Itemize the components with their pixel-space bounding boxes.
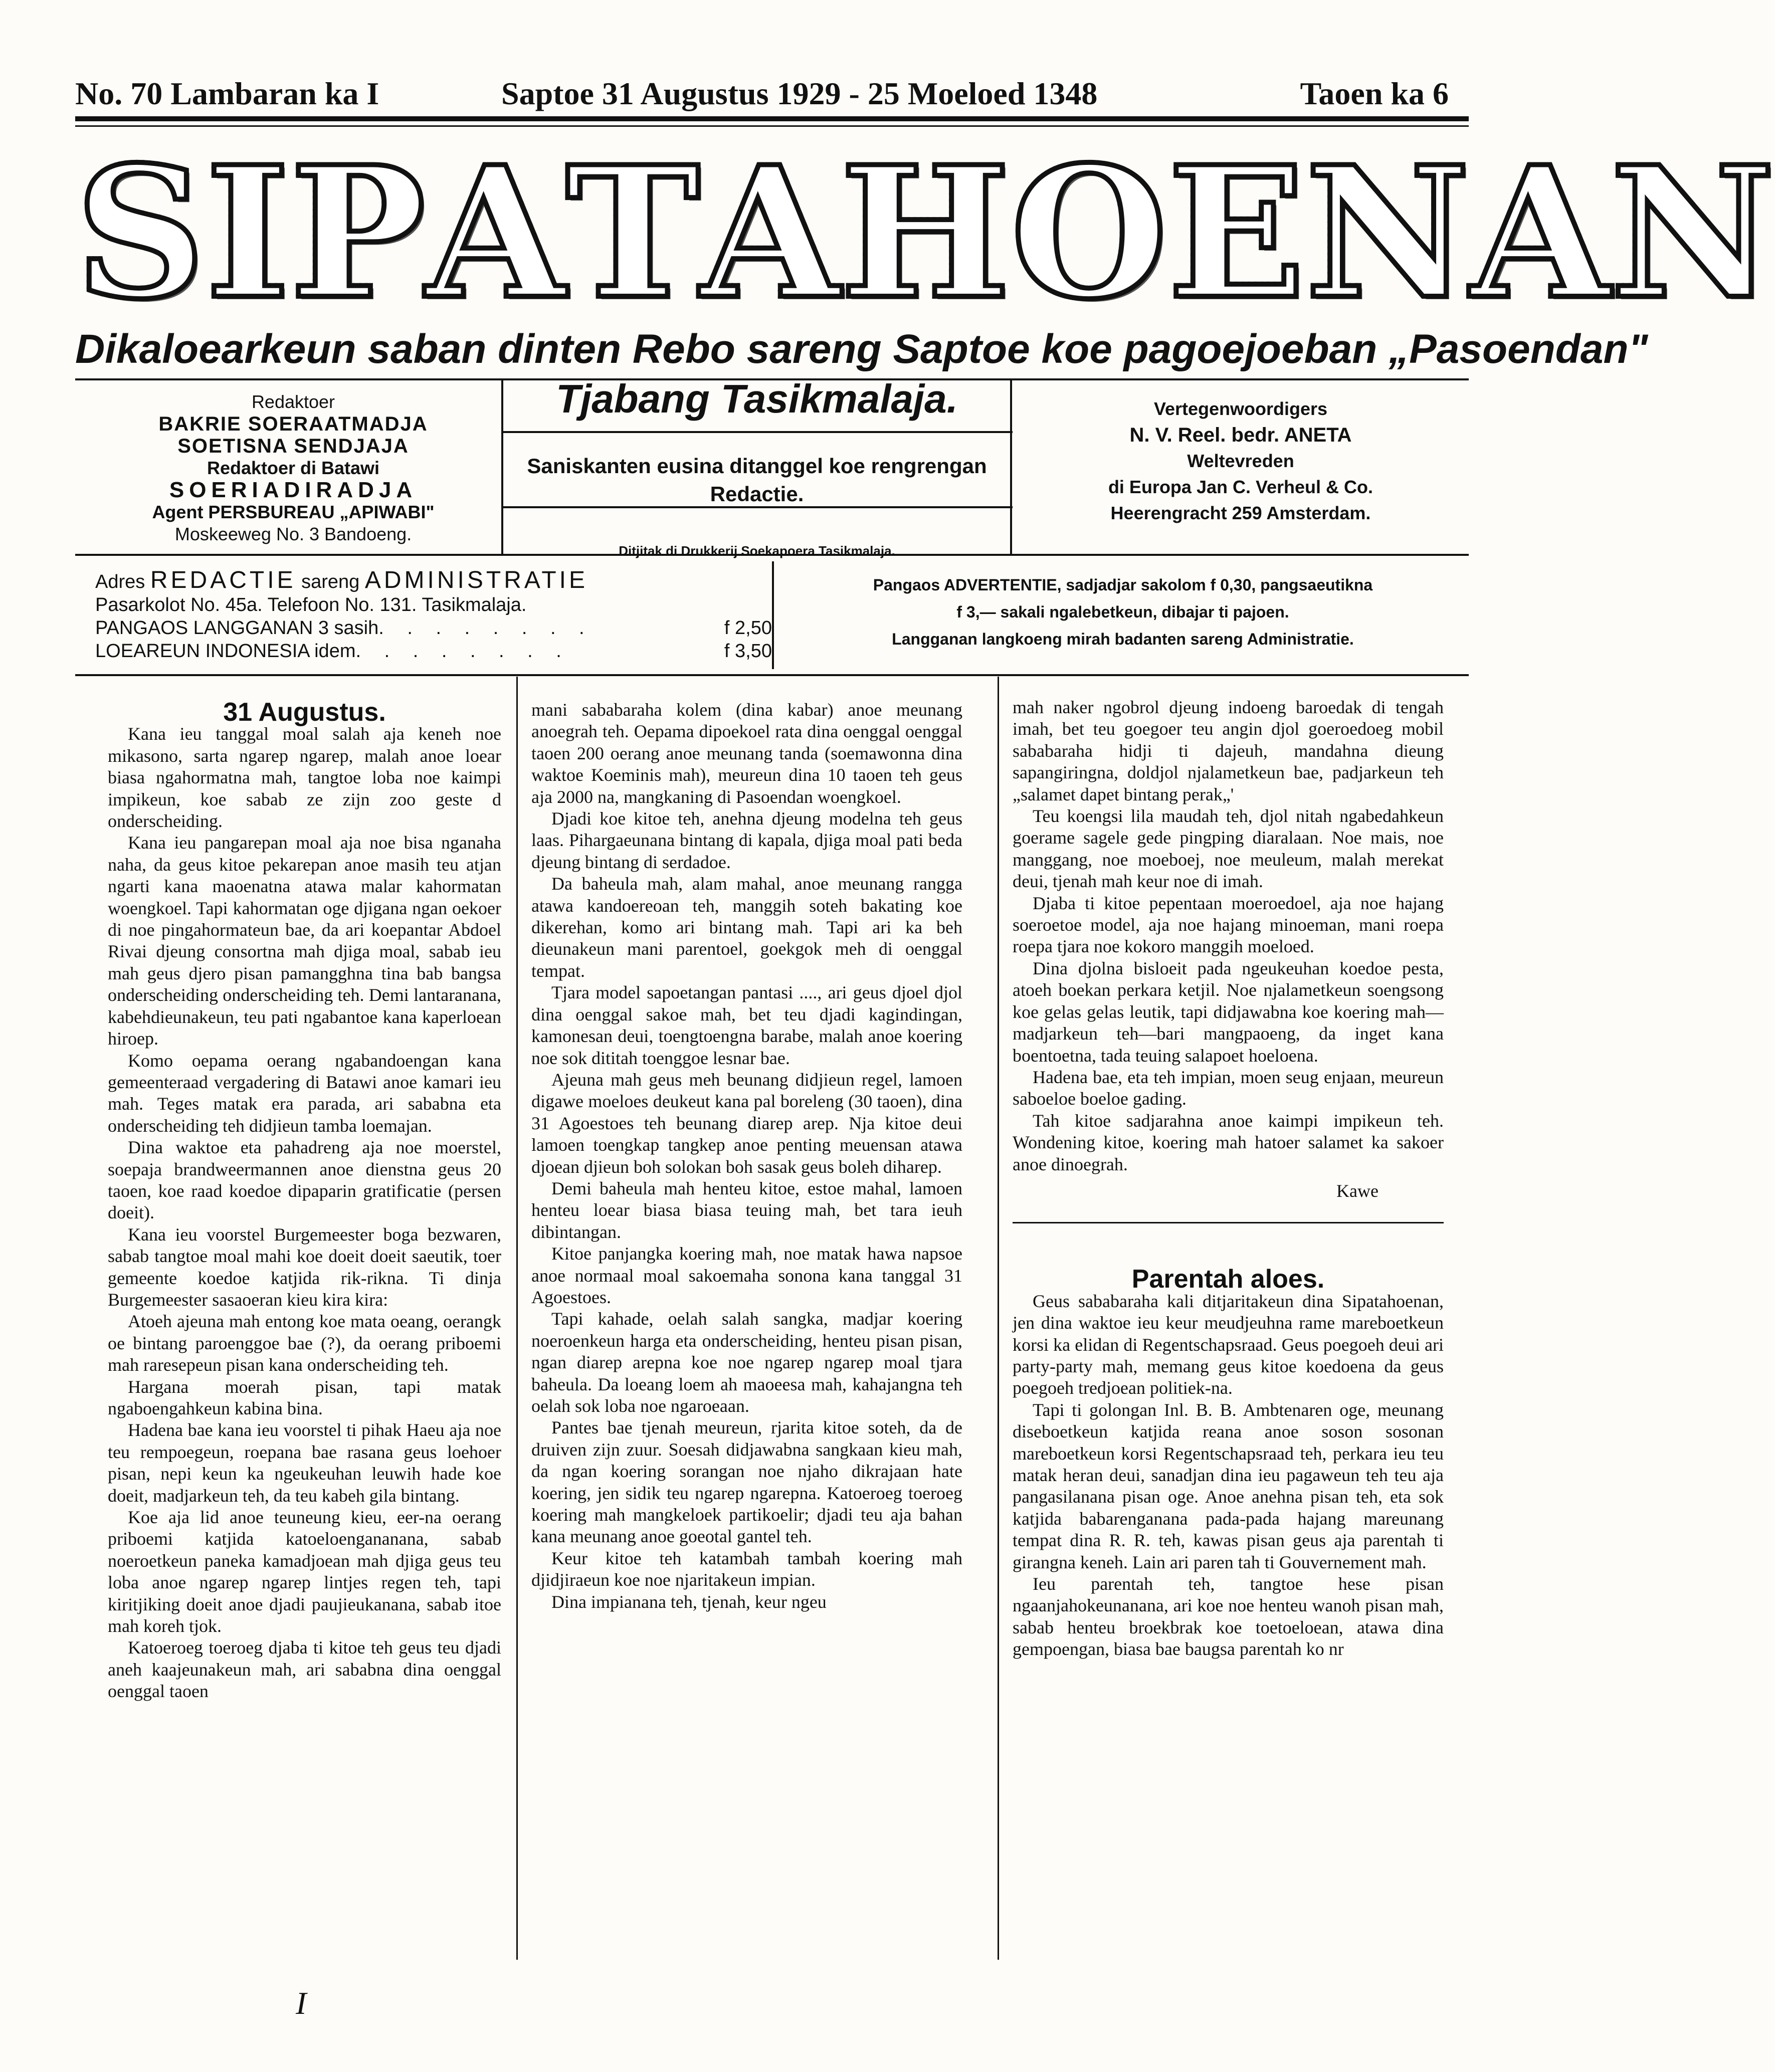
article-heading-parentah: Parentah aloes. xyxy=(1131,1265,1325,1294)
adres-administratie: ADMINISTRATIE xyxy=(364,567,588,593)
paragraph: Geus sababaraha kali ditjaritakeun dina Sipatahoenan, jen dina waktoe ieu keur meudjeuhna rame mareboetkeun korsi ka elidan di Regentschapsraad. Geus poegoeh deui ari party-party mah, memang geus kitoe koedoena da geus poegoeh tredjoean politiek-na. xyxy=(1013,1291,1444,1398)
adres-sareng: sareng xyxy=(301,571,360,592)
paragraph: Dina impianana teh, tjenah, keur ngeu xyxy=(551,1591,827,1612)
adres-divider xyxy=(772,561,774,669)
paragraph: Dina djolna bisloeit pada ngeukeuhan koedoe pesta, atoeh boekan perkara ketjil. Noe njalametkeun soengsong koe gelas gelas leutik, tapi didjawabna koe koering mah—madjarkeun teh—bari mangpaoeng, da inget kana boentoetna, tada teuing salapoet hoeloena. xyxy=(1013,958,1444,1066)
paragraph: Ieu parentah teh, tangtoe hese pisan ngaanjahokeunanana, ari koe noe henteu wanoh pisan mah, sabab henteu broekbrak koe toetoeloean, atawa dina gempoengan, biasa bae baugsa parentah ko nr xyxy=(1013,1574,1444,1660)
article-continuation-2 xyxy=(1013,697,1444,1661)
article-31-augustus xyxy=(108,698,501,1703)
redaktoer-label: Redaktoer xyxy=(251,391,335,412)
advertentie-block xyxy=(782,571,1464,653)
paragraph: Da baheula mah, alam mahal, anoe meunang rangga atawa kandoereoan teh, manggih soteh bakating koe dikerehan, komo ari bintang mah. Tapi ari ka beh dieunakeun mani parentoel, goekgok meh di oenggal tempat. xyxy=(531,874,962,981)
issue-date: Saptoe 31 Augustus 1929 - 25 Moeloed 1348 xyxy=(501,76,1098,111)
redaktoer-name-2: SOETISNA SENDJAJA xyxy=(177,435,409,457)
column-divider-1 xyxy=(516,677,518,1960)
center-box xyxy=(506,376,1008,559)
redaktoer-name-1: BAKRIE SOERAATMADJA xyxy=(158,413,428,435)
paragraph: Ajeuna mah geus meh beunang didjieun regel, lamoen digawe moeloes deukeut kana pal boreleng (30 taoen), dina 31 Agoestoes teh beunang diarep arep. Nja kitoe deui lamoen toengkap tangkep anoe penting meuensan atawa djoean djieun boh solokan boh sasak geus boleh diharep. xyxy=(531,1069,962,1177)
paragraph: Keur kitoe teh katambah tambah koering mah djidjiraeun koe noe njaritakeun impian. xyxy=(531,1548,962,1590)
advertentie-line-2: f 3,— sakali ngalebetkeun, dibajar ti pajoen. xyxy=(956,603,1289,621)
article-continuation xyxy=(531,699,962,1613)
saniskanten-line: Saniskanten eusina ditanggel koe rengrengan xyxy=(527,454,987,478)
loeareun-label: LOEAREUN INDONESIA idem xyxy=(95,641,356,662)
paragraph: Dina waktoe eta pahadreng aja noe moerstel, soepaja brandweermannen anoe dienstna geus 20 taoen, koe raad koedoe dipaparin gratificatie (persen doeit). xyxy=(108,1137,501,1223)
paragraph: Kana ieu voorstel Burgemeester boga bezwaren, sabab tangtoe moal mahi koe doeit doeit saeutik, toer gemeente koedoe katjida rik-rikna. Ti dinja Burgemeester sasaoeran kieu kira kira: xyxy=(108,1224,501,1310)
adres-block xyxy=(95,569,772,663)
article-signature: Kawe xyxy=(1336,1180,1378,1201)
masthead-letter: E xyxy=(1167,127,1305,339)
article-heading: 31 Augustus. xyxy=(223,698,386,727)
paragraph: Hargana moerah pisan, tapi matak ngabοengahkeun kabina bina. xyxy=(108,1376,501,1418)
masthead-letter: A xyxy=(1470,127,1611,339)
redaktoer-box xyxy=(75,391,511,545)
paragraph: Kitoe panjangka koering mah, noe matak hawa napsoe anoe normaal moal sakoemaha sonona kana tanggal 31 Agoestoes. xyxy=(531,1244,962,1307)
paragraph: Pantes bae tjenah meureun, rjarita kitoe soteh, da de druiven zijn zuur. Soesah didjawabna sangkaan kieu mah, da ngan koering sorangan noe njaho dikrajaan hate koering, jen sidik teu ngarep ngarepna. Katoeroeg toeroeg koering mah mangkeloek partikoelir; djadi teu aja bahan kana meunang anoe goeotal gantel teh. xyxy=(531,1417,962,1547)
advertentie-line-1: Pangaos ADVERTENTIE, sadjadjar sakolom f 0,30, pangsaeutikna xyxy=(873,576,1373,594)
paragraph: Djaba ti kitoe pepentaan moeroedoel, aja noe hajang soeroetoe model, aja noe hajang minoeman, mani roepa roepa tjara noe kokoro manggih moeloed. xyxy=(1013,893,1444,957)
paragraph: Atoeh ajeuna mah entong koe mata oeang, oerangk oe bintang paroenggoe bae (?), da oerang priboemi mah raresepeun pisan kana onderscheiding teh. xyxy=(108,1311,501,1375)
masthead-letter: T xyxy=(565,127,700,339)
columns-rule-top xyxy=(75,674,1469,676)
column-divider-2 xyxy=(998,677,999,1960)
page-marker: I xyxy=(296,1985,307,2021)
vertegen-weltevreden: Weltevreden xyxy=(1187,451,1294,471)
vertegen-amsterdam: Heerengracht 259 Amsterdam. xyxy=(1110,503,1371,523)
masthead-letter: P xyxy=(290,127,426,339)
redaktoer-agent: Agent PERSBUREAU „APIWABI" xyxy=(152,502,435,522)
vertegen-europa: di Europa Jan C. Verheul & Co. xyxy=(1108,477,1373,497)
paragraph: Katoeroeg toeroeg djaba ti kitoe teh geus teu djadi aneh kaajeunakeun mah, ari sababna dina oenggal oenggal taoen xyxy=(108,1637,501,1702)
masthead-letter: O xyxy=(1010,127,1168,339)
paragraph: Hadena bae kana ieu voorstel ti pihak Haeu aja noe teu rempoegeun, roepana bae rasana geus loehoer pisan, nepi keun ka ngeukeuhan leuwih hade koe doeit, madjarkeun teh, da teu kabeh gila bintang. xyxy=(108,1420,501,1506)
vertegen-box xyxy=(1018,396,1464,526)
redaktoer-batawi-label: Redaktoer di Batawi xyxy=(207,458,380,478)
redaktoer-address: Moskeeweg No. 3 Bandoeng. xyxy=(174,524,412,544)
vertegen-aneta: N. V. Reel. bedr. ANETA xyxy=(1129,424,1352,446)
paragraph: Tjara model sapoetangan pantasi ...., ari geus djoel djol dina oenggal sakoe mah, bet teu djadi kagindingan, kamonesan deui, toengtoengna barabe, malah anoe koering noe sok dititah toenggoe lesnar bae. xyxy=(531,982,962,1068)
masthead-letter: N xyxy=(1305,127,1470,339)
paragraph: Komo oepama oerang ngabandoengan kana gemeenteraad vergadering di Batawi anoe kamari ieu mah. Teges matak era parada, ari sababna eta onderscheiding teh didjieun tamba loemajan. xyxy=(108,1050,501,1136)
masthead-title xyxy=(75,127,1775,339)
masthead-letter: N xyxy=(1610,127,1775,339)
issue-year: Taoen ka 6 xyxy=(1300,76,1449,111)
masthead-letter: A xyxy=(426,127,566,339)
paragraph: mani sababaraha kolem (dina kabar) anoe meunang anoegrah teh. Oepama dipoekoel rata dina oenggal oenggal taoen 200 oerang anoe meunang tanda (soemawonna dina waktoe Koeminis mah), meureun dina 10 taoen teh geus aja 2000 na, mangkaning di Pasoendan woengkoel. xyxy=(531,700,962,807)
paragraph: Tah kitoe sadjarahna anoe kaimpi impikeun teh. Wondening kitoe, koering mah hatoer salamet ka sakoer anoe dinoegrah. xyxy=(1013,1110,1444,1174)
redactie-line: Redactie. xyxy=(710,482,804,506)
loeareun-row: LOEAREUN INDONESIA idem . . . . . . . . f 3,50 xyxy=(95,641,772,662)
tjabang-title: Tjabang Tasikmalaja. xyxy=(556,376,958,421)
paragraph: Tapi kahade, oelah salah sangka, madjar koering noeroenkeun harga eta onderscheiding, henteu pisan pisan, ngan diarep arepna koe noe ngarep ngarep moal tjara baheula. Da loeang loem ah maoeesa mah, kahajangna teh oelah sok loba noe ngaroeaan. xyxy=(531,1309,962,1416)
masthead-letter: S xyxy=(75,127,206,339)
masthead-letter: I xyxy=(205,127,290,339)
saniskanten-text xyxy=(506,452,1008,508)
loeareun-price: f 3,50 xyxy=(724,641,772,662)
paragraph: Demi baheula mah henteu kitoe, estoe mahal, lamoen henteu loear biasa biasa teuing mah, bet tara ieuh dibintangan. xyxy=(531,1178,962,1242)
issue-number: No. 70 Lambaran ka I xyxy=(75,76,379,111)
box-divider-right xyxy=(1010,378,1012,554)
paragraph: Teu koengsi lila maudah teh, djol nitah ngabedahkeun goerame sagele gede pingping diaralaan. Noe mais, noe manggang, noe moeboej, noe meuleum, malah merekat deui, tjenah mah keur noe di imah. xyxy=(1013,806,1444,892)
adres-label: Adres xyxy=(95,571,145,592)
adres-redactie: REDACTIE xyxy=(150,567,296,593)
langganan-label: PANGAOS LANGGANAN 3 sasih xyxy=(95,617,379,639)
paragraph: mah naker ngobrol djeung indoeng baroedak di tengah imah, bet teu goegoer teu angin djol goeroedoeg mobil sababaraha hidji ti dajeuh, mandahna dieung sapangiringna, doldjol njalametkeun bae, padjarkeun teh „salamet dapet bintang perak„' xyxy=(1013,697,1444,804)
paragraph: Djadi koe kitoe teh, anehna djeung modelna teh geus laas. Pihargaeunana bintang di kapala, djiga moal pati beda djeung bintang di serdadoe. xyxy=(531,808,962,872)
paragraph: Kana ieu pangarepan moal aja noe bisa nganaha naha, da geus kitoe pekarepan anoe masih teu atjan ngarti kana maoenatna atawa malar kahormatan woengkoel. Tapi kahormatan oge djigana ngan oekoer di noe pingahormateun bae, da ari koepantar Abdoel Rivai djeung consortna mah djiga moal, sabab ieu mah geus djero pisan pamangghna tina bab bangsa onderscheiding onderscheiding teh. Demi lantaranana, kabehdieunakeun, teu pati ngabantoe kana kaperloean hiroep. xyxy=(108,833,501,1049)
top-rule xyxy=(75,116,1469,121)
adres-street: Pasarkolot No. 45a. Telefoon No. 131. Tasikmalaja. xyxy=(95,594,527,615)
paragraph: Tapi ti golongan Inl. B. B. Ambtenaren oge, meunang diseboetkeun katjida reana anoe soson sosonan mareboetkeun korsi Regentschapsraad teh, perkara ieu teu matak heran deui, sanadjan dina ieu pagaweun teh teu aja pangasilanana pisan oge. Anoe anehna pisan teh, eta sok katjida babarenganana pada-pada hajang mareunang tempat dina R. R. teh, kawas pisan geus aja parentah ti girangna keneh. Lain ari paren tah ti Gouvernement mah. xyxy=(1013,1399,1444,1572)
masthead-subtitle: Dikaloearkeun saban dinten Rebo sareng Saptoe koe pagoejoeban „Pasoendan" xyxy=(75,326,1648,372)
langganan-row: PANGAOS LANGGANAN 3 sasih . . . . . . . . f 2,50 xyxy=(95,617,772,639)
masthead-letter: A xyxy=(700,127,840,339)
advertentie-line-3: Langganan langkoeng mirah badanten sareng Administratie. xyxy=(892,630,1354,648)
vertegen-label: Vertegenwoordigers xyxy=(1153,398,1328,419)
paragraph: Hadena bae, eta teh impian, moen seug enjaan, meureun saboeloe boeloe gading. xyxy=(1013,1067,1444,1109)
ditjitak-text: Ditjitak di Drukkerij Soekapoera Tasikmalaja. xyxy=(619,543,895,558)
paragraph: Kana ieu tanggal moal salah aja keneh noe mikasono, sarta ngarep ngarep, malah anoe loear biasa ngahormatna mah, tangtoe loba noe kaimpi impikeun, koe sabab ze zijn zoo geste d onderscheiding. xyxy=(108,724,501,832)
langganan-price: f 2,50 xyxy=(724,617,772,639)
redaktoer-name-3: SOERIADIRADJA xyxy=(169,478,418,502)
article-separator xyxy=(1013,1222,1444,1223)
masthead-letter: H xyxy=(840,127,1011,339)
paragraph: Koe aja lid anoe teuneung kieu, eer-na oerang priboemi katjida katoeloengananana, sabab noeroetkeun paneka kamadjoean mah djiga geus teu loba anoe ngarep ngarep lintjes regen teh, tapi kiritjiking doeit anoe djadi paujieukanana, sabab itoe mah koreh tjok. xyxy=(108,1507,501,1636)
issue-line xyxy=(75,75,1449,120)
